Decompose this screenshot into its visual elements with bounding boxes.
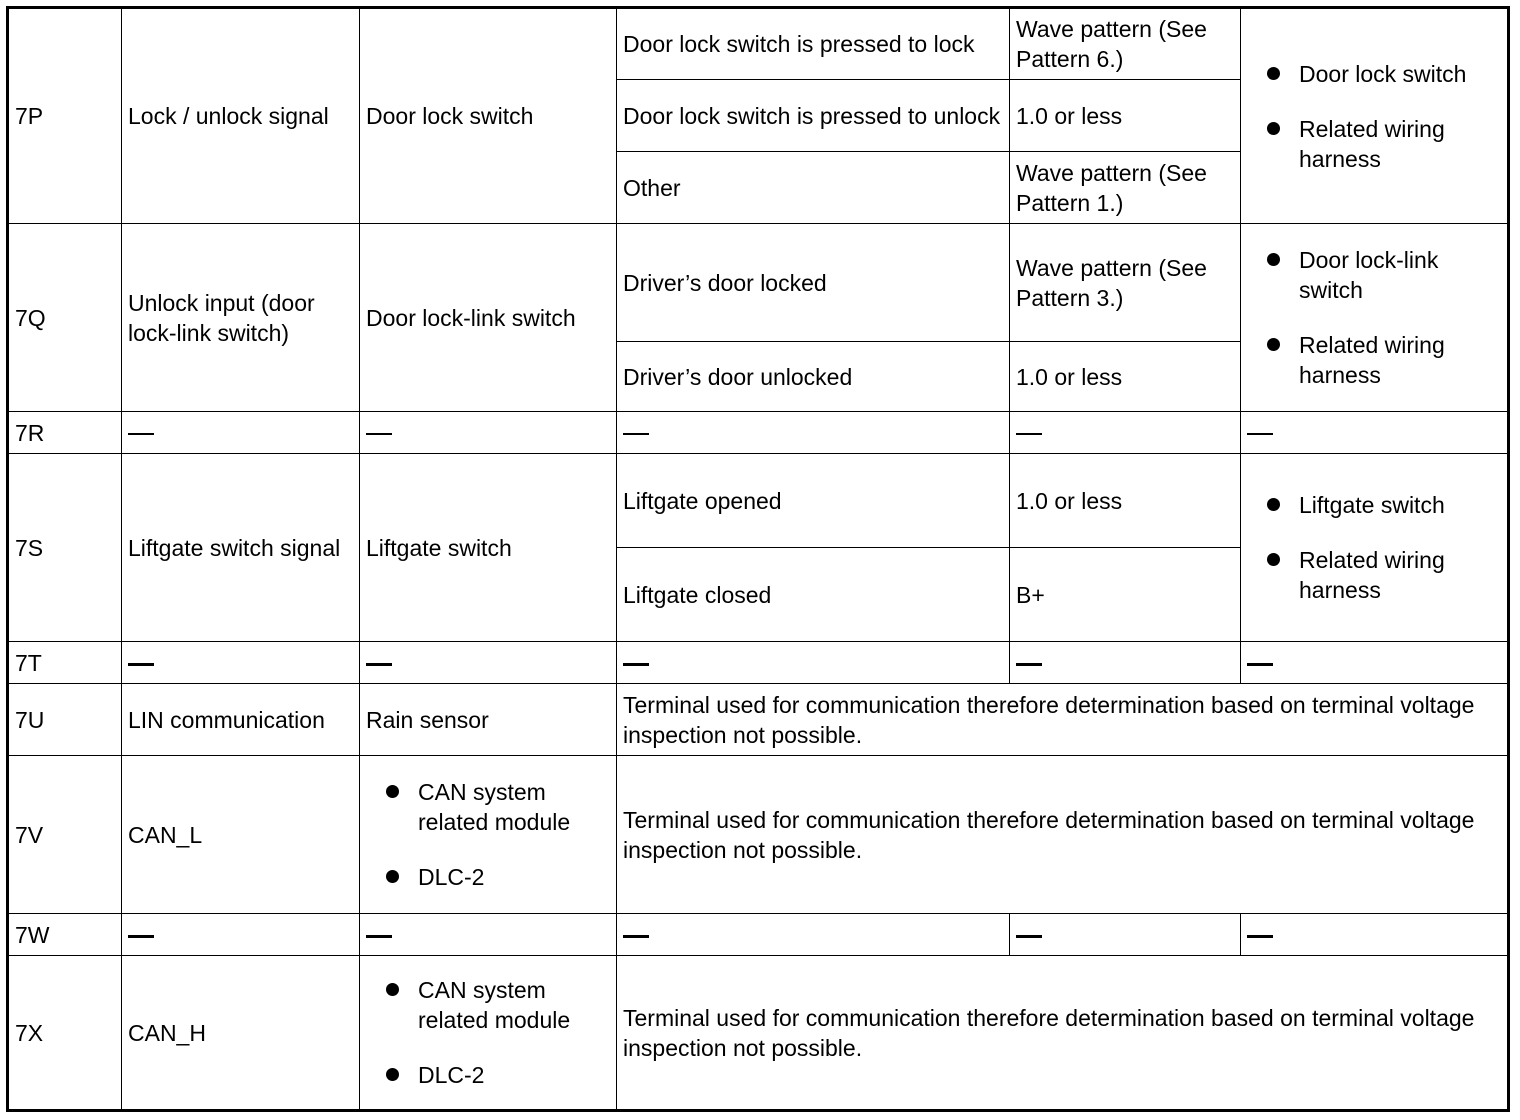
connected-list	[366, 777, 610, 892]
dash-mark	[128, 663, 154, 666]
dash-mark	[1016, 433, 1042, 435]
condition-cell: Driver’s door unlocked	[617, 342, 1010, 412]
voltage-cell: 1.0 or less	[1010, 342, 1241, 412]
connected-to-cell: Door lock switch	[360, 8, 617, 224]
signal-cell: LIN communication	[122, 684, 360, 756]
table-row	[8, 642, 1509, 684]
inspection-list	[1247, 245, 1501, 390]
dash-mark	[366, 433, 392, 435]
empty-cell	[122, 412, 360, 454]
dash-mark	[128, 433, 154, 435]
empty-cell	[1241, 412, 1509, 454]
empty-cell	[617, 642, 1010, 684]
dash-mark	[1247, 935, 1273, 938]
empty-cell	[122, 914, 360, 956]
signal-cell: CAN_L	[122, 756, 360, 914]
list-item: Door lock switch	[1267, 59, 1501, 89]
communication-note-cell: Terminal used for communication therefore determination based on terminal voltage inspection not possible.	[617, 756, 1509, 914]
condition-cell: Liftgate closed	[617, 548, 1010, 642]
condition-cell: Liftgate opened	[617, 454, 1010, 548]
connected-list	[366, 975, 610, 1090]
empty-cell	[122, 642, 360, 684]
empty-cell	[1010, 412, 1241, 454]
list-item: Liftgate switch	[1267, 490, 1501, 520]
condition-cell: Other	[617, 152, 1010, 224]
terminal-cell: 7Q	[8, 224, 122, 412]
empty-cell	[1010, 914, 1241, 956]
empty-cell	[360, 412, 617, 454]
voltage-cell: 1.0 or less	[1010, 454, 1241, 548]
empty-cell	[1010, 642, 1241, 684]
empty-cell	[617, 914, 1010, 956]
empty-cell	[1241, 642, 1509, 684]
voltage-cell: Wave pattern (See Pattern 3.)	[1010, 224, 1241, 342]
empty-cell	[617, 412, 1010, 454]
table-row	[8, 412, 1509, 454]
signal-cell: Lock / unlock signal	[122, 8, 360, 224]
terminal-cell: 7U	[8, 684, 122, 756]
signal-cell: CAN_H	[122, 956, 360, 1111]
terminal-voltage-table	[6, 6, 1510, 1112]
dash-mark	[366, 663, 392, 666]
inspection-cell	[1241, 224, 1509, 412]
list-item: CAN system related module	[386, 975, 610, 1035]
terminal-cell: 7R	[8, 412, 122, 454]
dash-mark	[1016, 663, 1042, 666]
table-row	[8, 8, 1509, 80]
list-item: DLC-2	[386, 1060, 610, 1090]
table-row	[8, 684, 1509, 756]
empty-cell	[1241, 914, 1509, 956]
voltage-cell: B+	[1010, 548, 1241, 642]
inspection-cell	[1241, 8, 1509, 224]
list-item: CAN system related module	[386, 777, 610, 837]
communication-note-cell: Terminal used for communication therefore determination based on terminal voltage inspection not possible.	[617, 956, 1509, 1111]
dash-mark	[366, 935, 392, 938]
terminal-cell: 7X	[8, 956, 122, 1111]
list-item: Door lock-link switch	[1267, 245, 1501, 305]
list-item: DLC-2	[386, 862, 610, 892]
connected-to-cell	[360, 956, 617, 1111]
list-item: Related wiring harness	[1267, 114, 1501, 174]
empty-cell	[360, 642, 617, 684]
dash-mark	[1016, 935, 1042, 938]
terminal-cell: 7W	[8, 914, 122, 956]
table-row	[8, 756, 1509, 914]
condition-cell: Door lock switch is pressed to lock	[617, 8, 1010, 80]
terminal-cell: 7P	[8, 8, 122, 224]
list-item: Related wiring harness	[1267, 330, 1501, 390]
dash-mark	[623, 433, 649, 435]
terminal-cell: 7S	[8, 454, 122, 642]
terminal-cell: 7V	[8, 756, 122, 914]
table-row	[8, 914, 1509, 956]
connected-to-cell: Door lock-link switch	[360, 224, 617, 412]
signal-cell: Unlock input (door lock-link switch)	[122, 224, 360, 412]
list-item: Related wiring harness	[1267, 545, 1501, 605]
dash-mark	[623, 935, 649, 938]
table-row	[8, 454, 1509, 548]
dash-mark	[1247, 663, 1273, 666]
connected-to-cell: Rain sensor	[360, 684, 617, 756]
terminal-cell: 7T	[8, 642, 122, 684]
communication-note-cell: Terminal used for communication therefore determination based on terminal voltage inspection not possible.	[617, 684, 1509, 756]
connected-to-cell: Liftgate switch	[360, 454, 617, 642]
empty-cell	[360, 914, 617, 956]
inspection-list	[1247, 59, 1501, 174]
condition-cell: Driver’s door locked	[617, 224, 1010, 342]
dash-mark	[1247, 433, 1273, 435]
dash-mark	[623, 663, 649, 666]
dash-mark	[128, 935, 154, 938]
table-row	[8, 956, 1509, 1111]
table-row	[8, 224, 1509, 342]
voltage-cell: Wave pattern (See Pattern 1.)	[1010, 152, 1241, 224]
voltage-cell: Wave pattern (See Pattern 6.)	[1010, 8, 1241, 80]
signal-cell: Liftgate switch signal	[122, 454, 360, 642]
condition-cell: Door lock switch is pressed to unlock	[617, 80, 1010, 152]
inspection-cell	[1241, 454, 1509, 642]
inspection-list	[1247, 490, 1501, 605]
voltage-cell: 1.0 or less	[1010, 80, 1241, 152]
connected-to-cell	[360, 756, 617, 914]
